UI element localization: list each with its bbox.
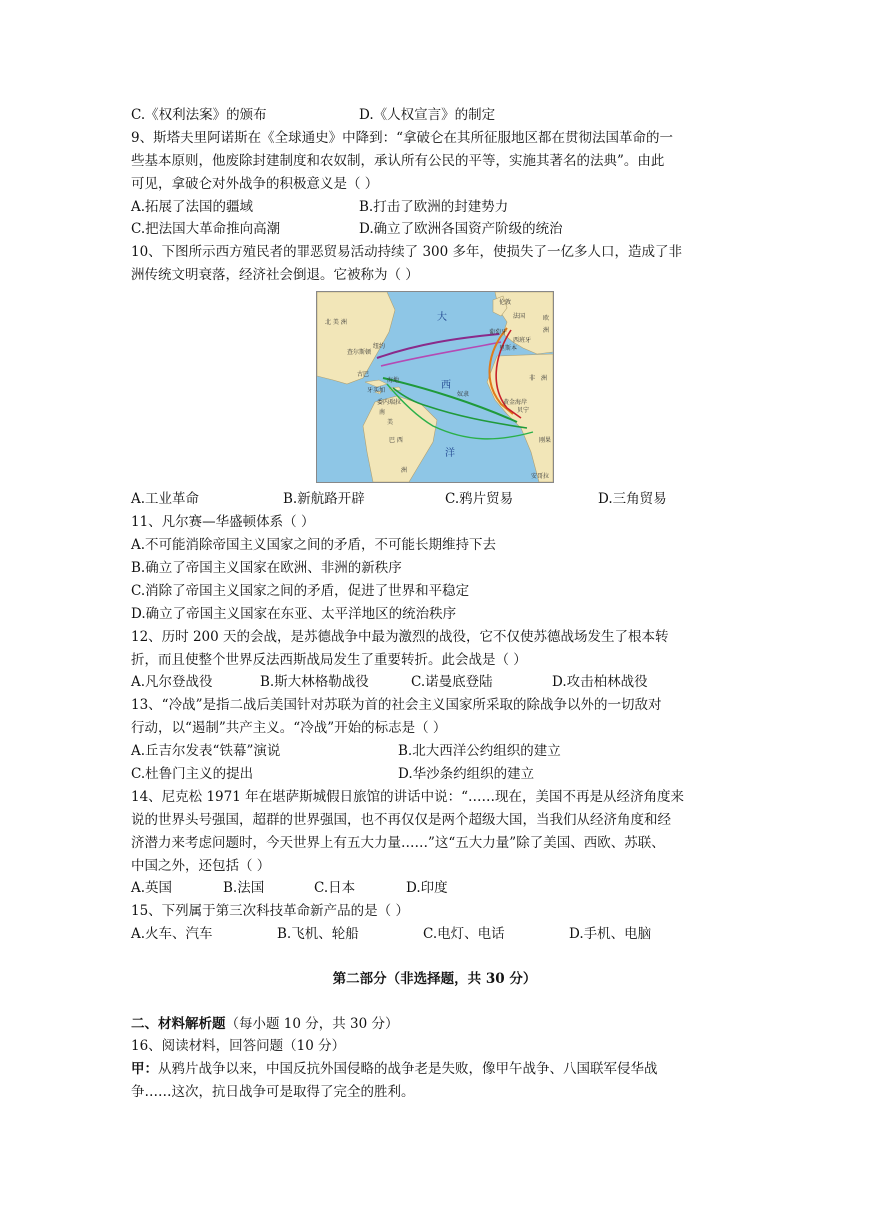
label-south-1: 南 <box>379 409 386 416</box>
label-london: 伦敦 <box>499 299 512 306</box>
ocean-label-3: 洋 <box>445 448 455 459</box>
label-europe-2: 洲 <box>543 327 550 334</box>
q15-option-b: B.飞机、轮船 <box>277 926 359 942</box>
q16-stem: 16、阅读材料，回答问题（10 分） <box>131 1038 346 1054</box>
q14-stem-line-1: 14、尼克松 1971 年在堪萨斯城假日旅馆的讲话中说：“……现在，美国不再是从经济角度来 <box>131 789 685 805</box>
q9-option-d: D.确立了欧洲各国资产阶级的统治 <box>359 221 563 237</box>
q13-option-b: B.北大西洋公约组织的建立 <box>398 743 561 759</box>
label-spain: 西班牙 <box>513 337 532 344</box>
label-europe-1: 欧 <box>543 315 550 322</box>
q10-stem-line-2: 洲传统文明衰落，经济社会倒退。它被称为（ ） <box>131 267 419 283</box>
q11-option-d: D.确立了帝国主义国家在东亚、太平洋地区的统治秩序 <box>131 606 457 622</box>
label-slaves: 奴隶 <box>457 391 470 398</box>
q14-stem-line-3: 济潜力来考虑问题时，今天世界上有五大力量……”这“五大力量”除了美国、西欧、苏联、 <box>131 835 665 851</box>
q12-option-b: B.斯大林格勒战役 <box>260 674 369 690</box>
section-two-head: 二、材料解析题 <box>131 1016 226 1032</box>
q8-option-d: D.《人权宣言》的制定 <box>359 107 496 123</box>
label-cuba: 古巴 <box>357 371 370 378</box>
q13-option-a: A.丘吉尔发表“铁幕”演说 <box>131 743 281 759</box>
q12-stem-line-1: 12、历时 200 天的会战，是苏德战争中最为激烈的战役，它不仅使苏德战场发生了根本转 <box>131 629 669 645</box>
label-jamaica: 牙买加 <box>367 387 386 394</box>
section-two-note: （每小题 10 分，共 30 分） <box>225 1016 399 1032</box>
triangle-trade-map <box>316 291 554 483</box>
q9-option-c: C.把法国大革命推向高潮 <box>131 221 281 237</box>
q10-option-c: C.鸦片贸易 <box>445 491 514 507</box>
q9-option-a: A.拓展了法国的疆域 <box>131 199 254 215</box>
q16-material-jia-line-1 <box>131 1058 658 1080</box>
q13-stem-line-1: 13、“冷战”是指二战后美国针对苏联为首的社会主义国家所采取的除战争以外的一切敌对 <box>131 697 662 713</box>
label-charleston: 查尔斯顿 <box>347 349 372 356</box>
label-north-america: 北 美 洲 <box>325 319 347 326</box>
q15-stem: 15、下列属于第三次科技革命新产品的是（ ） <box>131 903 409 919</box>
q10-option-b: B.新航路开辟 <box>283 491 365 507</box>
q9-stem-line-2: 些基本原则，他废除封建制度和农奴制，承认所有公民的平等，实施其著名的法典”。由此 <box>131 153 665 169</box>
q14-stem-line-4: 中国之外，还包括（ ） <box>131 858 271 874</box>
q13-stem-line-2: 行动，以“遏制”共产主义。“冷战”开始的标志是（ ） <box>131 720 447 736</box>
q12-stem-line-2: 折，而且使整个世界反法西斯战局发生了重要转折。此会战是（ ） <box>131 652 527 668</box>
q9-stem-line-3: 可见，拿破仑对外战争的积极意义是（ ） <box>131 176 379 192</box>
q14-option-b: B.法国 <box>223 880 265 896</box>
label-benin: 贝宁 <box>517 407 530 414</box>
label-congo: 刚果 <box>539 437 552 444</box>
q15-option-c: C.电灯、电话 <box>423 926 505 942</box>
jia-text-1: 从鸦片战争以来，中国反抗外国侵略的战争老是失败，像甲午战争、八国联军侵华战 <box>158 1061 658 1077</box>
q12-option-d: D.攻击柏林战役 <box>552 674 648 690</box>
q14-option-d: D.印度 <box>406 880 448 896</box>
label-africa-2: 洲 <box>541 375 548 382</box>
section-two-heading <box>131 1013 399 1035</box>
ocean-label-2: 西 <box>441 380 451 391</box>
q15-option-a: A.火车、汽车 <box>131 926 213 942</box>
label-africa-1: 非 <box>529 375 536 382</box>
label-angola: 安哥拉 <box>531 473 550 480</box>
q9-option-b: B.打击了欧洲的封建势力 <box>359 199 509 215</box>
atlantic-map-svg <box>317 292 553 482</box>
q10-option-d: D.三角贸易 <box>598 491 667 507</box>
label-new-york: 纽约 <box>373 343 386 350</box>
label-france: 法国 <box>513 313 526 320</box>
label-brazil: 巴 西 <box>389 437 403 444</box>
jia-label: 甲： <box>131 1061 158 1077</box>
q10-option-a: A.工业革命 <box>131 491 200 507</box>
q11-option-a: A.不可能消除帝国主义国家之间的矛盾，不可能长期维持下去 <box>131 537 497 553</box>
q14-option-c: C.日本 <box>314 880 356 896</box>
part-two-title: 第二部分（非选择题，共 30 分） <box>332 971 537 987</box>
label-gold-coast: 黄金海岸 <box>503 399 528 406</box>
q14-option-a: A.英国 <box>131 880 173 896</box>
label-venezuela: 委内瑞拉 <box>377 399 402 406</box>
q11-option-c: C.消除了帝国主义国家之间的矛盾，促进了世界和平稳定 <box>131 583 470 599</box>
q11-stem: 11、凡尔赛—华盛顿体系（ ） <box>131 514 315 530</box>
label-haiti: 海地 <box>387 377 400 384</box>
q12-option-c: C.诺曼底登陆 <box>411 674 493 690</box>
q16-material-jia-line-2: 争……这次，抗日战争可是取得了完全的胜利。 <box>131 1084 415 1100</box>
purple-route-south <box>381 342 501 366</box>
q14-stem-line-2: 说的世界头号强国，超群的世界强国，也不再仅仅是两个超级大国，当我们从经济角度和经 <box>131 812 671 828</box>
q8-option-c: C.《权利法案》的颁布 <box>131 107 267 123</box>
label-south-3: 洲 <box>401 467 408 474</box>
north-america-land <box>317 292 395 384</box>
ocean-label-1: 大 <box>437 312 447 323</box>
q9-stem-line-1: 9、斯塔夫里阿诺斯在《全球通史》中降到：“拿破仑在其所征服地区都在贯彻法国革命的一 <box>131 130 673 146</box>
q11-option-b: B.确立了帝国主义国家在欧洲、非洲的新秩序 <box>131 560 402 576</box>
q12-option-a: A.凡尔登战役 <box>131 674 213 690</box>
q10-stem-line-1: 10、下图所示西方殖民者的罪恶贸易活动持续了 300 多年，使损失了一亿多人口，造成了非 <box>131 244 683 260</box>
q13-option-c: C.杜鲁门主义的提出 <box>131 766 254 782</box>
q15-option-d: D.手机、电脑 <box>569 926 652 942</box>
label-south-2: 美 <box>387 419 394 426</box>
label-lisbon: 里斯本 <box>499 345 518 352</box>
q13-option-d: D.华沙条约组织的建立 <box>398 766 535 782</box>
label-portugal: 葡萄牙 <box>489 329 508 336</box>
